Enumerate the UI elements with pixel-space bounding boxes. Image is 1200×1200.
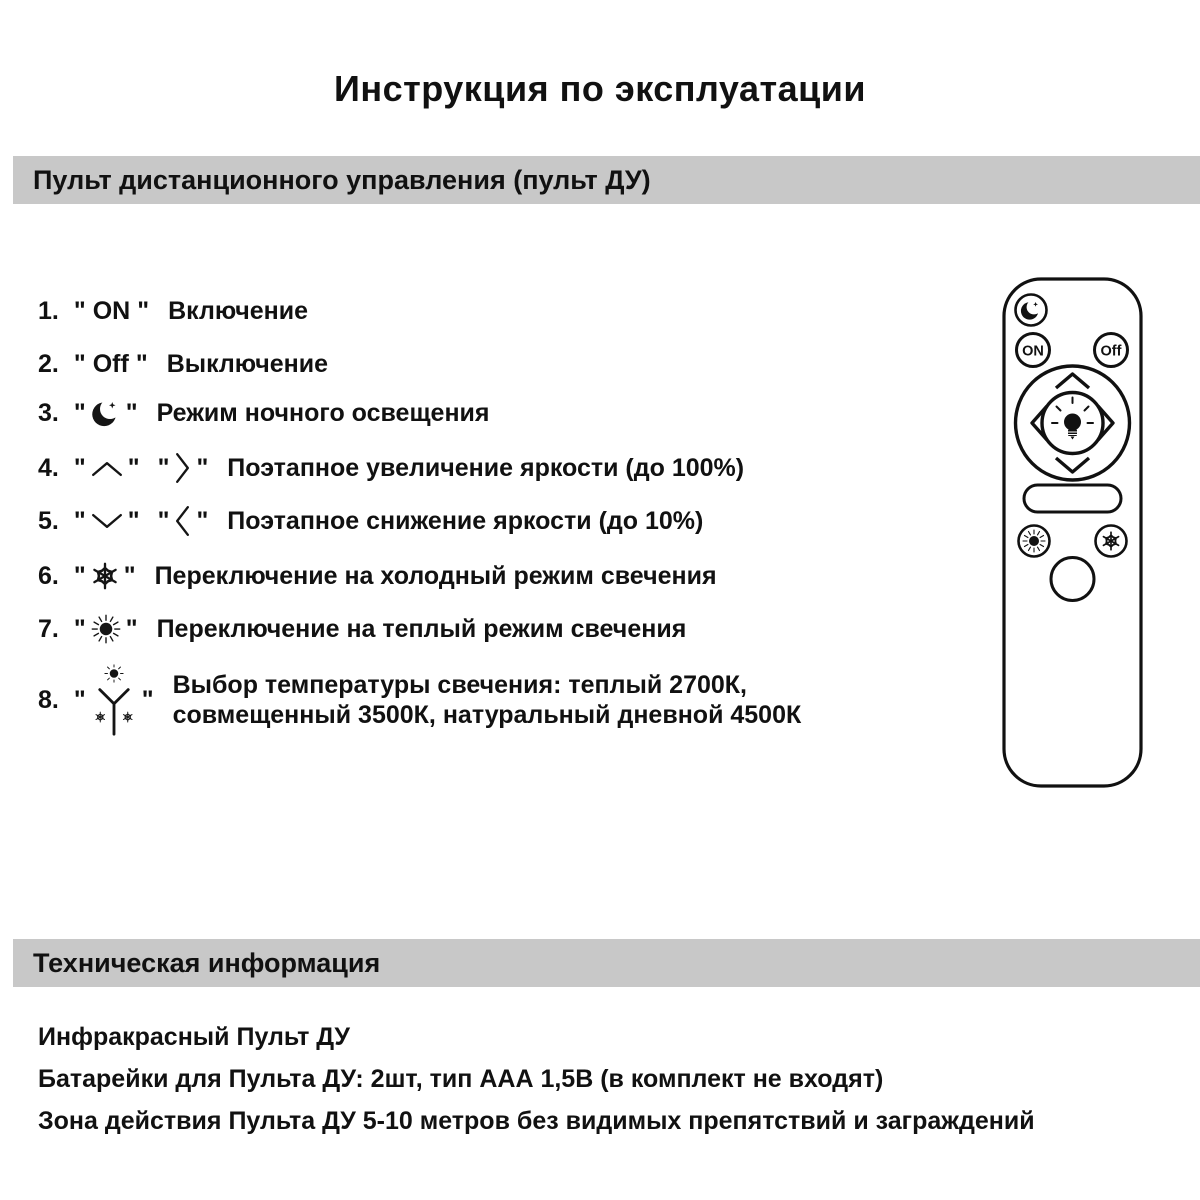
- quote-mark: ": [73, 398, 86, 427]
- quote-mark: ": [157, 453, 170, 482]
- instruction-item: [38, 505, 703, 537]
- instruction-text: Переключение на холодный режим свечения: [154, 562, 717, 590]
- remote-warm-mode-button: [1019, 526, 1050, 557]
- instruction-number: 5.: [38, 506, 59, 535]
- quote-mark: ": [73, 614, 86, 643]
- quote-mark: ": [125, 398, 138, 427]
- chevron-left-icon: [174, 505, 191, 537]
- icon-group: [153, 452, 214, 484]
- quote-mark: ": [196, 506, 209, 535]
- instruction-text: Выбор температуры свечения: теплый 2700К, совмещенный 3500К, натуральный дневной 4500К: [172, 671, 802, 729]
- quote-mark: ": [127, 506, 140, 535]
- instruction-item: [38, 613, 686, 645]
- quote-mark: ": [73, 685, 86, 714]
- remote-off-label: Off: [1100, 343, 1122, 360]
- quote-mark: ": [125, 614, 138, 643]
- instruction-text: Поэтапное снижение яркости (до 10%): [227, 507, 704, 535]
- remote-control-diagram: [1002, 277, 1143, 788]
- sun-icon: [91, 614, 121, 644]
- icon-group: [69, 507, 145, 536]
- section-header-tech: [13, 939, 1200, 987]
- chevron-down-icon: [91, 513, 123, 530]
- instruction-text: Поэтапное увеличение яркости (до 100%): [227, 454, 745, 482]
- quote-mark: ": [73, 349, 86, 378]
- section-header-remote: [13, 156, 1200, 204]
- temp-select-icon: [91, 664, 137, 736]
- quote-mark: ": [123, 561, 136, 590]
- instruction-item: [38, 452, 744, 484]
- instruction-number: 3.: [38, 398, 59, 427]
- quote-mark: ": [73, 506, 86, 535]
- instruction-number: 8.: [38, 685, 59, 714]
- icon-group: [69, 664, 159, 736]
- instruction-item: [38, 295, 308, 327]
- instruction-number: 2.: [38, 349, 59, 378]
- remote-on-label: ON: [1022, 343, 1044, 360]
- off-button-label: Off: [92, 349, 129, 378]
- quote-mark: ": [137, 296, 150, 325]
- instruction-number: 7.: [38, 614, 59, 643]
- instruction-number: 6.: [38, 561, 59, 590]
- chevron-right-icon: [174, 452, 191, 484]
- chevron-up-icon: [91, 460, 123, 477]
- section-header-remote-label: Пульт дистанционного управления (пульт ДУ): [33, 164, 651, 195]
- quote-mark: ": [73, 296, 86, 325]
- instruction-item: [38, 348, 328, 380]
- on-button-label: ON: [92, 296, 131, 325]
- icon-group: [69, 398, 143, 428]
- quote-mark: ": [73, 561, 86, 590]
- moon-icon: [91, 398, 121, 428]
- instruction-number: 4.: [38, 453, 59, 482]
- icon-group: [69, 350, 153, 379]
- instruction-text: Режим ночного освещения: [156, 399, 490, 427]
- instruction-number: 1.: [38, 296, 59, 325]
- icon-group: [69, 454, 145, 483]
- quote-mark: ": [141, 685, 154, 714]
- snowflake-icon: [91, 562, 119, 590]
- tech-info-line: Батарейки для Пульта ДУ: 2шт, тип ААА 1,5В (в комплект не входят): [38, 1064, 884, 1093]
- quote-mark: ": [196, 453, 209, 482]
- icon-group: [69, 297, 154, 326]
- quote-mark: ": [127, 453, 140, 482]
- instruction-item: [38, 664, 801, 736]
- instruction-text: Включение: [168, 297, 309, 325]
- instruction-item: [38, 397, 490, 429]
- page-title: Инструкция по эксплуатации: [333, 68, 867, 109]
- icon-group: [69, 562, 141, 591]
- tech-info-line: Зона действия Пульта ДУ 5-10 метров без видимых препятствий и заграждений: [38, 1106, 1035, 1135]
- quote-mark: ": [135, 349, 148, 378]
- quote-mark: ": [157, 506, 170, 535]
- quote-mark: ": [73, 453, 86, 482]
- tech-info-line: Инфракрасный Пульт ДУ: [38, 1022, 350, 1051]
- instruction-text: Переключение на теплый режим свечения: [156, 615, 687, 643]
- instruction-item: [38, 560, 717, 592]
- section-header-tech-label: Техническая информация: [33, 947, 381, 978]
- instruction-text: Выключение: [166, 350, 328, 378]
- icon-group: [69, 614, 143, 644]
- icon-group: [153, 505, 214, 537]
